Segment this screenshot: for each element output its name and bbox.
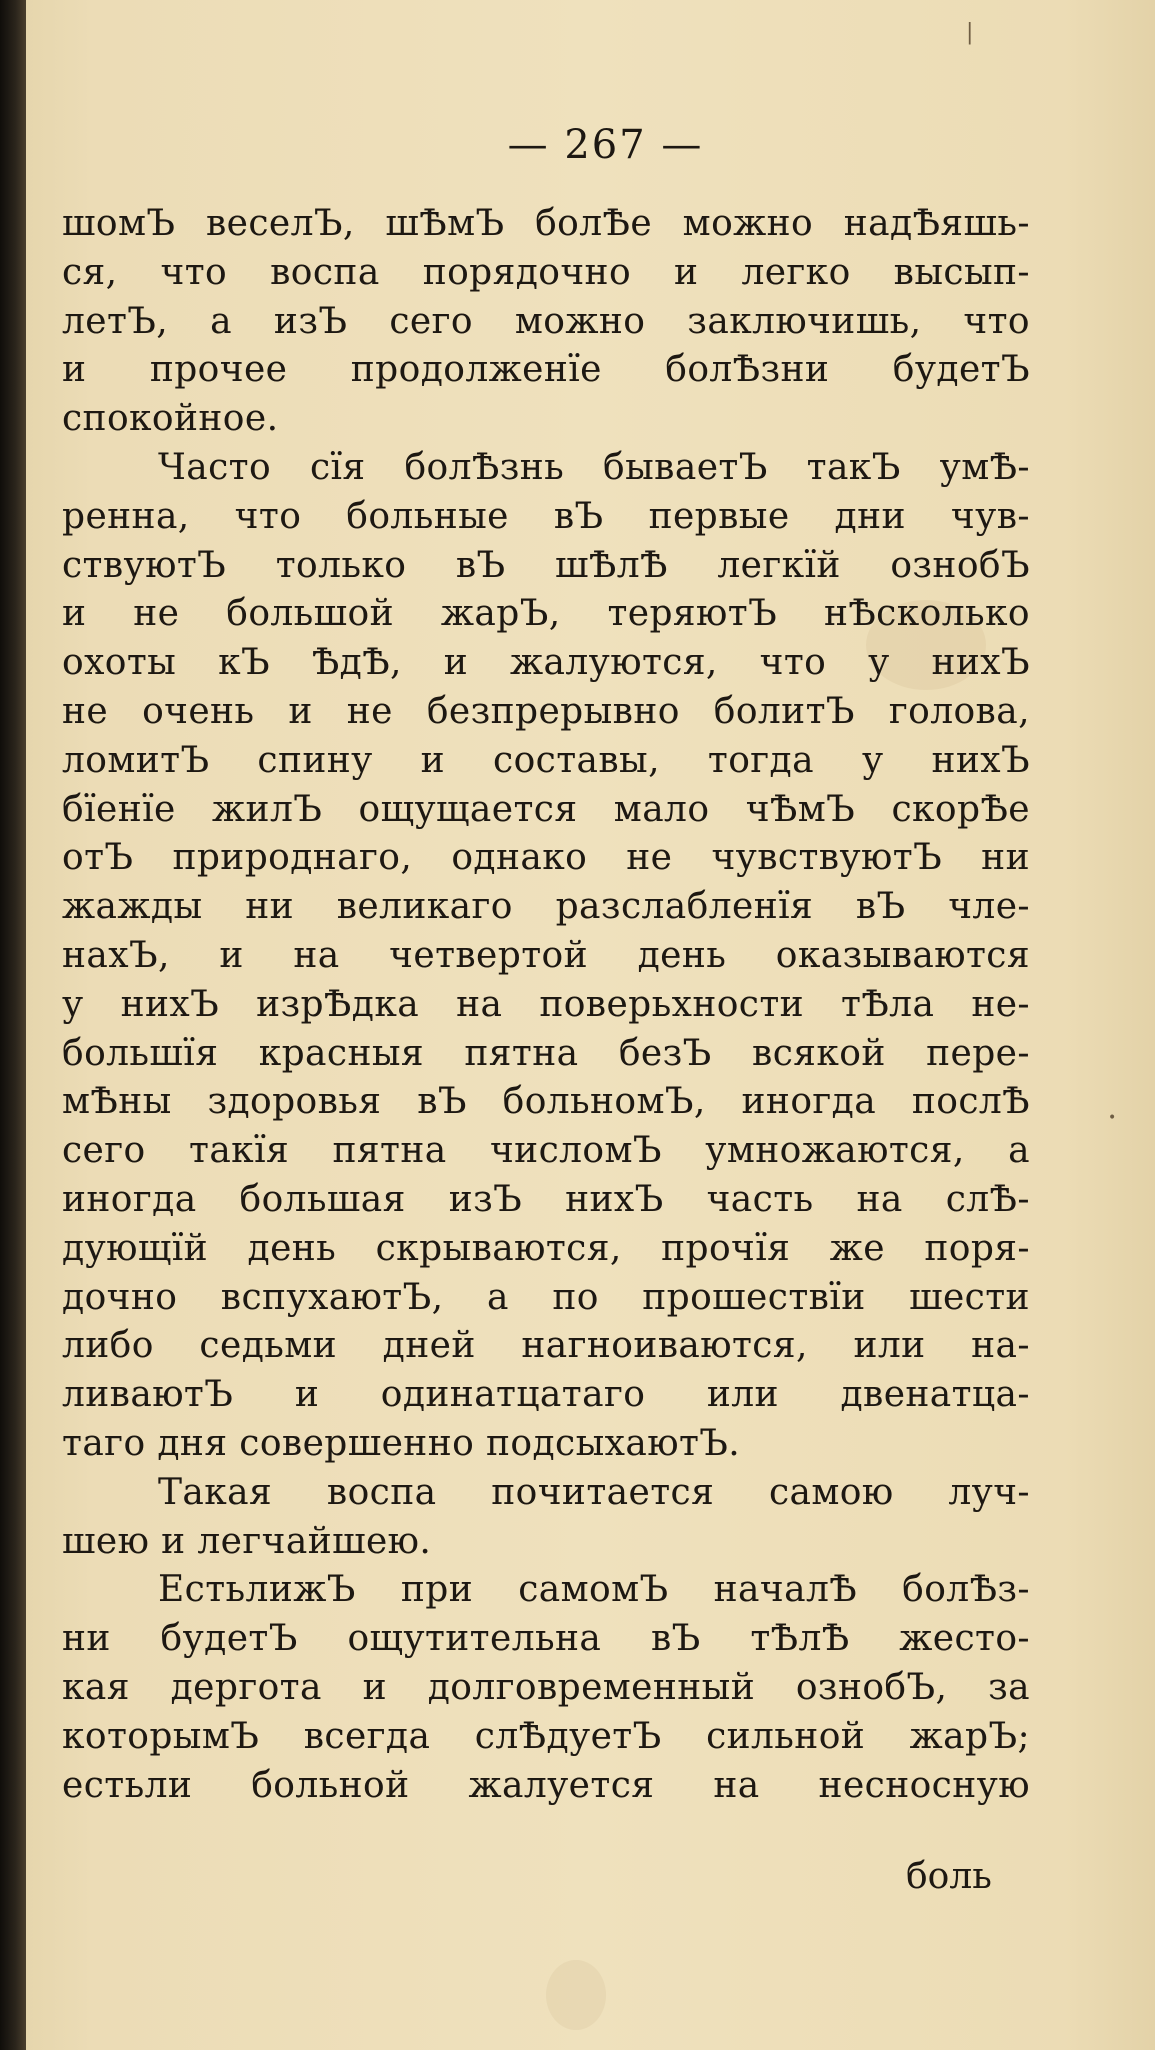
book-page xyxy=(26,0,1155,2050)
margin-mark: | xyxy=(966,20,974,45)
text-line: ливаютЪ и одинатцатаго или двенатца- xyxy=(62,1374,1030,1416)
text-line: ренна, что больные вЪ первые дни чув- xyxy=(62,495,1030,537)
text-line: охоты кЪ ѢдѢ, и жалуются, что у нихЪ xyxy=(62,642,1030,684)
text-line: большїя красныя пятна безЪ всякой пере- xyxy=(62,1032,1030,1074)
text-line: и прочее продолженїе болѢзни будетЪ xyxy=(62,349,1030,391)
page-number: — 267 — xyxy=(507,122,704,168)
text-line: иногда большая изЪ нихЪ часть на слѢ- xyxy=(62,1178,1030,1220)
text-line: Часто сїя болѢзнь бываетЪ такЪ умѢ- xyxy=(158,446,1030,488)
text-line: мѢны здоровья вЪ больномЪ, иногда послѢ xyxy=(62,1081,1030,1123)
paper-stain xyxy=(546,1960,606,2030)
text-line: летЪ, а изЪ сего можно заключишь, что xyxy=(62,300,1030,342)
text-line: сего такїя пятна числомЪ умножаются, а xyxy=(62,1130,1030,1172)
text-line: дочно вспухаютЪ, а по прошествїи шести xyxy=(62,1276,1030,1318)
text-line: шею и легчайшею. xyxy=(62,1520,432,1562)
text-line: естьли больной жалуется на несносную xyxy=(62,1764,1030,1806)
text-line: либо седьми дней нагноиваются, или на- xyxy=(62,1325,1030,1367)
text-line: спокойное. xyxy=(62,398,279,440)
text-line: Такая воспа почитается самою луч- xyxy=(158,1471,1030,1513)
margin-mark: • xyxy=(1108,1110,1117,1126)
text-line: ствуютЪ только вЪ шѢлѢ легкїй ознобЪ xyxy=(62,544,1030,586)
catchword: боль xyxy=(906,1856,992,1897)
text-line: и не большой жарЪ, теряютЪ нѢсколько xyxy=(62,593,1030,635)
text-line: таго дня совершенно подсыхаютЪ. xyxy=(62,1422,741,1464)
text-line: ломитЪ спину и составы, тогда у нихЪ xyxy=(62,739,1030,781)
text-line: которымЪ всегда слѢдуетЪ сильной жарЪ; xyxy=(62,1715,1030,1757)
text-line: жажды ни великаго разслабленїя вЪ чле- xyxy=(62,886,1030,928)
text-line: у нихЪ изрѢдка на поверьхности тѢла не- xyxy=(62,983,1030,1025)
text-line: кая дергота и долговременный ознобЪ, за xyxy=(62,1666,1030,1708)
text-line: бїенїе жилЪ ощущается мало чѢмЪ скорѢе xyxy=(62,788,1030,830)
text-line: ся, что воспа порядочно и легко высып- xyxy=(62,251,1030,293)
text-line: нахЪ, и на четвертой день оказываются xyxy=(62,934,1030,976)
text-line: шомЪ веселЪ, шѢмЪ болѢе можно надѢяшь- xyxy=(62,203,1030,244)
body-text xyxy=(62,200,1030,1810)
text-line: дующїй день скрываются, прочїя же поря- xyxy=(62,1227,1030,1269)
text-line: не очень и не безпрерывно болитЪ голова, xyxy=(62,690,1030,732)
text-line: отЪ природнаго, однако не чувствуютЪ ни xyxy=(62,837,1030,879)
book-spine-shadow xyxy=(0,0,26,2050)
text-line: ни будетЪ ощутительна вЪ тѢлѢ жесто- xyxy=(62,1618,1030,1660)
text-line: ЕстьлижЪ при самомЪ началѢ болѢз- xyxy=(158,1569,1030,1611)
